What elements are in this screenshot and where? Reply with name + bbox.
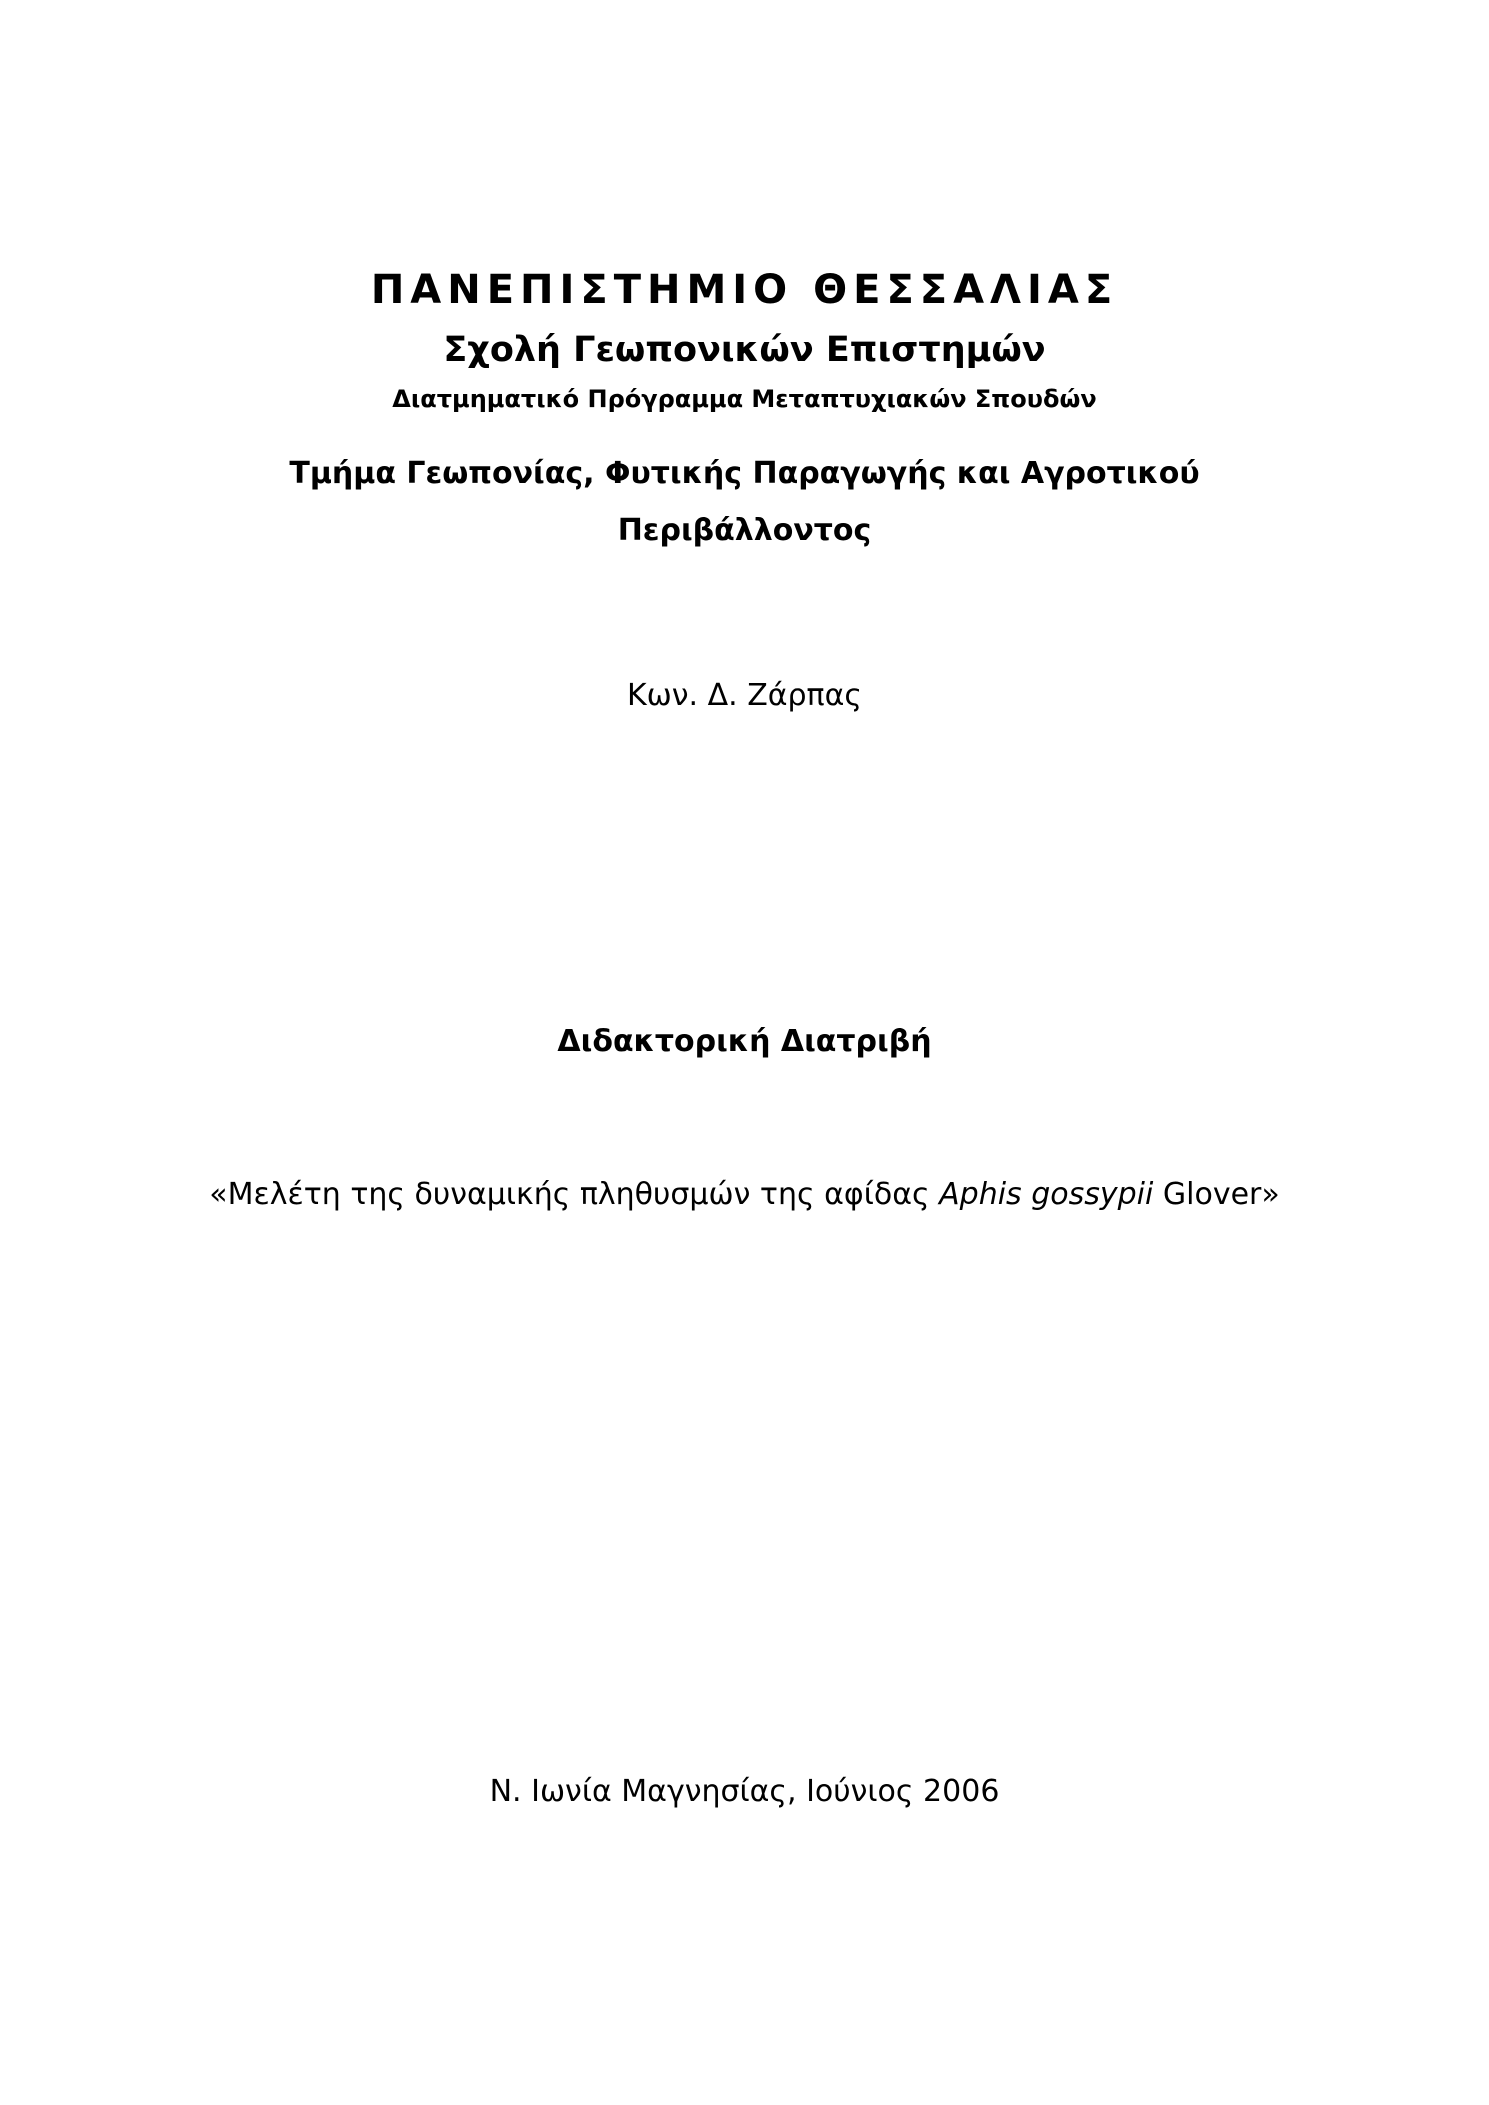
thesis-title-suffix: Glover»: [1153, 1177, 1280, 1212]
thesis-type: Διδακτορική Διατριβή: [557, 1024, 932, 1059]
place-and-date: Ν. Ιωνία Μαγνησίας, Ιούνιος 2006: [489, 1774, 1000, 1809]
thesis-title-prefix: «Μελέτη της δυναμικής πληθυσμών της αφίδας: [209, 1177, 940, 1212]
program-name: Διατμηματικό Πρόγραμμα Μεταπτυχιακών Σπουδών: [392, 385, 1097, 413]
thesis-title-species: Aphis gossypii: [939, 1177, 1154, 1212]
thesis-title: [0, 1177, 1489, 1212]
department-name-line1: Τμήμα Γεωπονίας, Φυτικής Παραγωγής και Αγροτικού: [289, 456, 1200, 491]
author-name: Κων. Δ. Ζάρπας: [626, 678, 863, 713]
school-name: Σχολή Γεωπονικών Επιστημών: [443, 330, 1046, 370]
department-name-line2: Περιβάλλοντος: [617, 513, 872, 548]
university-name: ΠΑΝΕΠΙΣΤΗΜΙΟ ΘΕΣΣΑΛΙΑΣ: [370, 267, 1119, 313]
